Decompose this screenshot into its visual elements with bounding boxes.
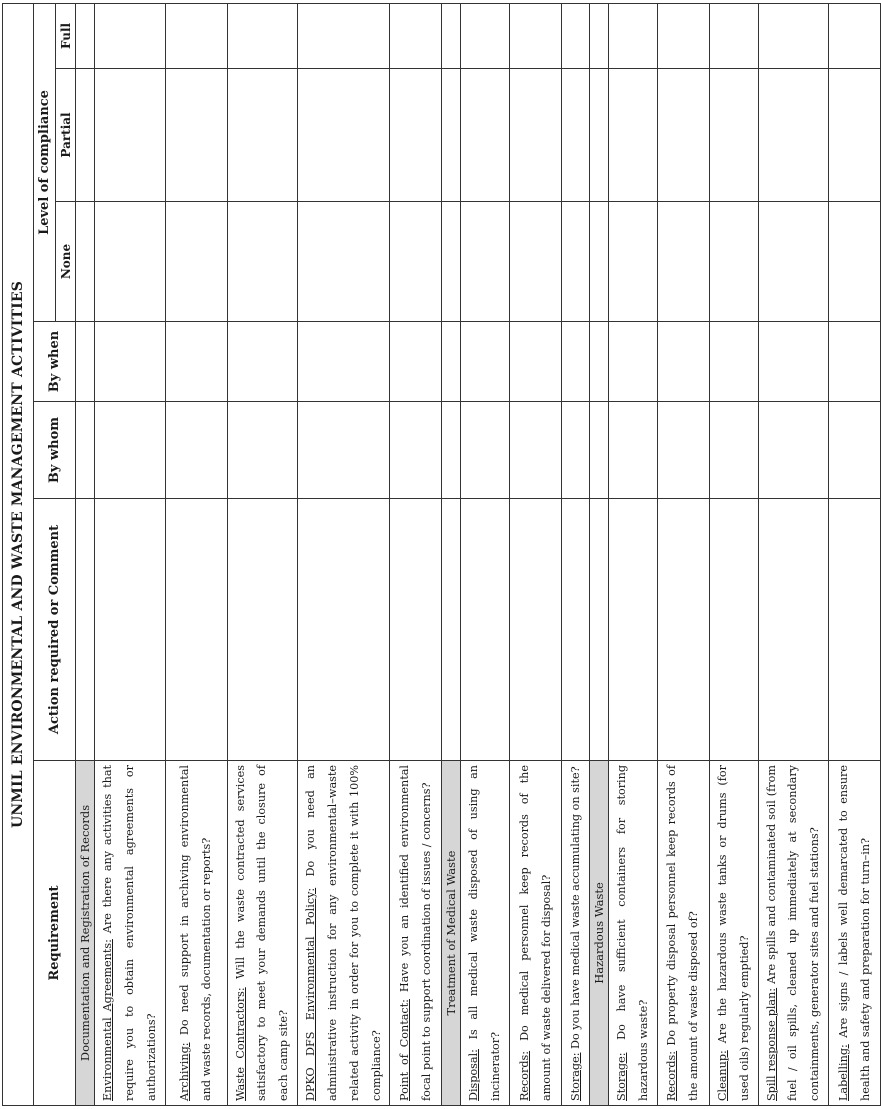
requirement-label: Storage: (615, 1052, 629, 1101)
table-row (758, 3, 829, 1105)
none-cell[interactable] (609, 202, 658, 322)
requirement-label: Cleanup: (715, 1050, 729, 1101)
table-row (709, 3, 758, 1105)
none-cell[interactable] (829, 202, 881, 322)
partial-cell[interactable] (758, 69, 829, 202)
requirement-label: Point of Contact: (398, 999, 412, 1101)
table-row (562, 3, 590, 1105)
requirement-cell (510, 761, 562, 1106)
table-row (227, 3, 298, 1105)
by-whom-cell[interactable] (390, 402, 442, 499)
table-row (461, 3, 510, 1105)
requirement-text: Do you have medical waste accumulating on site? (568, 766, 582, 1049)
none-cell[interactable] (298, 202, 390, 322)
header-partial: Partial (56, 69, 76, 202)
action-cell[interactable] (95, 499, 166, 761)
full-cell[interactable] (461, 3, 510, 68)
action-cell[interactable] (298, 499, 390, 761)
by-whom-cell[interactable] (95, 402, 166, 499)
by-when-cell[interactable] (709, 322, 758, 402)
table-row (829, 3, 881, 1105)
requirement-label: Disposal: (467, 1049, 481, 1101)
action-cell[interactable] (562, 499, 590, 761)
requirement-label: Storage: (568, 1052, 582, 1101)
requirement-cell (390, 761, 442, 1106)
none-cell[interactable] (165, 202, 227, 322)
partial-cell[interactable] (657, 69, 709, 202)
full-cell[interactable] (758, 3, 829, 68)
section-title: Documentation and Registration of Records (76, 761, 95, 1106)
section-title: Treatment of Medical Waste (442, 761, 461, 1106)
by-whom-cell[interactable] (709, 402, 758, 499)
none-cell[interactable] (562, 202, 590, 322)
table-row (390, 3, 442, 1105)
header-action: Action required or Comment (34, 499, 76, 761)
requirement-cell (709, 761, 758, 1106)
by-whom-cell[interactable] (829, 402, 881, 499)
partial-cell[interactable] (609, 69, 658, 202)
requirement-cell (562, 761, 590, 1106)
full-cell[interactable] (709, 3, 758, 68)
requirement-label: Waste Contractors: (233, 987, 247, 1101)
partial-cell[interactable] (709, 69, 758, 202)
by-when-cell[interactable] (829, 322, 881, 402)
full-cell[interactable] (390, 3, 442, 68)
partial-cell[interactable] (461, 69, 510, 202)
requirement-cell (758, 761, 829, 1106)
full-cell[interactable] (562, 3, 590, 68)
full-cell[interactable] (298, 3, 390, 68)
header-none: None (56, 202, 76, 322)
section-title: Hazardous Waste (590, 761, 609, 1106)
requirement-cell (165, 761, 227, 1106)
requirement-cell (829, 761, 881, 1106)
full-cell[interactable] (609, 3, 658, 68)
table-row (510, 3, 562, 1105)
full-cell[interactable] (95, 3, 166, 68)
requirement-label: Spill response plan: (764, 987, 778, 1101)
none-cell[interactable] (510, 202, 562, 322)
action-cell[interactable] (829, 499, 881, 761)
action-cell[interactable] (165, 499, 227, 761)
requirement-text: Do medical personnel keep records of the amount of waste delivered for disposal? (517, 764, 553, 1101)
table-row (165, 3, 227, 1105)
requirement-text: Are there any activities that require you to obtain environmental agreements or authorizations? (101, 765, 158, 1101)
requirement-cell (657, 761, 709, 1106)
none-cell[interactable] (709, 202, 758, 322)
table-row (657, 3, 709, 1105)
requirement-label: Labelling: (836, 1044, 850, 1101)
requirement-cell (609, 761, 658, 1106)
by-when-cell[interactable] (657, 322, 709, 402)
requirement-text: Are the hazardous waste tanks or drums (for used oils) regularly emptied? (715, 765, 751, 1101)
document-title: UNMIL ENVIRONMENTAL AND WASTE MANAGEMENT ACTIVITIES (3, 3, 34, 1105)
none-cell[interactable] (227, 202, 298, 322)
by-when-cell[interactable] (227, 322, 298, 402)
requirement-text: Is all medical waste disposed of using an incinerator? (467, 765, 503, 1101)
none-cell[interactable] (758, 202, 829, 322)
requirement-label: Archiving: (178, 1042, 192, 1101)
by-whom-cell[interactable] (165, 402, 227, 499)
by-whom-cell[interactable] (227, 402, 298, 499)
by-when-cell[interactable] (298, 322, 390, 402)
partial-cell[interactable] (562, 69, 590, 202)
by-when-cell[interactable] (95, 322, 166, 402)
header-requirement: Requirement (34, 761, 76, 1106)
header-compliance: Level of compliance (34, 3, 56, 321)
by-whom-cell[interactable] (562, 402, 590, 499)
full-cell[interactable] (829, 3, 881, 68)
action-cell[interactable] (609, 499, 658, 761)
header-by-whom: By whom (34, 402, 76, 499)
requirement-text: Are signs / labels well demarcated to ensure health and safety and preparation for turn–in? (836, 765, 872, 1101)
requirement-label: Environmental Agreements: (101, 939, 114, 1101)
action-cell[interactable] (758, 499, 829, 761)
by-when-cell[interactable] (758, 322, 829, 402)
by-whom-cell[interactable] (758, 402, 829, 499)
by-when-cell[interactable] (609, 322, 658, 402)
full-cell[interactable] (165, 3, 227, 68)
requirement-label: Records: (665, 1050, 679, 1101)
by-whom-cell[interactable] (298, 402, 390, 499)
by-whom-cell[interactable] (657, 402, 709, 499)
action-cell[interactable] (657, 499, 709, 761)
none-cell[interactable] (390, 202, 442, 322)
full-cell[interactable] (510, 3, 562, 68)
partial-cell[interactable] (510, 69, 562, 202)
requirement-text: Do need support in archiving environmental and waste records, documentation or reports? (178, 764, 214, 1101)
requirement-text: Have you an identified environmental focal point to support coordination of issues / concerns? (398, 764, 433, 1101)
requirement-text: Do you need an administrative instruction for any environmental–waste related activity in order for you to complete it with 100% compliance? (304, 765, 383, 1101)
action-cell[interactable] (510, 499, 562, 761)
action-cell[interactable] (390, 499, 442, 761)
requirement-cell (461, 761, 510, 1106)
by-when-cell[interactable] (461, 322, 510, 402)
requirement-label: DPKO DFS Environmental Policy: (304, 887, 318, 1101)
requirement-text: Will the waste contracted services satisfactory to meet your demands until the closure of each camp site? (233, 764, 291, 1101)
action-cell[interactable] (227, 499, 298, 761)
by-when-cell[interactable] (562, 322, 590, 402)
by-when-cell[interactable] (165, 322, 227, 402)
requirement-text: Do have sufficient containers for storing hazardous waste? (615, 765, 650, 1101)
by-whom-cell[interactable] (510, 402, 562, 499)
requirement-label: Records: (517, 1050, 531, 1101)
none-cell[interactable] (657, 202, 709, 322)
by-whom-cell[interactable] (461, 402, 510, 499)
partial-cell[interactable] (227, 69, 298, 202)
none-cell[interactable] (461, 202, 510, 322)
compliance-table (2, 3, 881, 1106)
by-when-cell[interactable] (390, 322, 442, 402)
by-whom-cell[interactable] (609, 402, 658, 499)
action-cell[interactable] (461, 499, 510, 761)
header-full: Full (56, 3, 76, 68)
partial-cell[interactable] (298, 69, 390, 202)
partial-cell[interactable] (829, 69, 881, 202)
partial-cell[interactable] (165, 69, 227, 202)
requirement-text: Are spills and contaminated soil (from fuel / oil spills, cleaned up immediately at secondary containments, generator sites and fuel stations? (764, 765, 822, 1101)
partial-cell[interactable] (95, 69, 166, 202)
table-row (609, 3, 658, 1105)
table-row (298, 3, 390, 1105)
full-cell[interactable] (227, 3, 298, 68)
table-row (95, 3, 166, 1105)
requirement-cell (95, 761, 166, 1106)
by-when-cell[interactable] (510, 322, 562, 402)
requirement-cell (227, 761, 298, 1106)
full-cell[interactable] (657, 3, 709, 68)
action-cell[interactable] (709, 499, 758, 761)
header-by-when: By when (34, 322, 76, 402)
partial-cell[interactable] (390, 69, 442, 202)
none-cell[interactable] (95, 202, 166, 322)
requirement-text: Do property disposal personnel keep records of the amount of waste disposed of? (665, 765, 701, 1101)
requirement-cell (298, 761, 390, 1106)
